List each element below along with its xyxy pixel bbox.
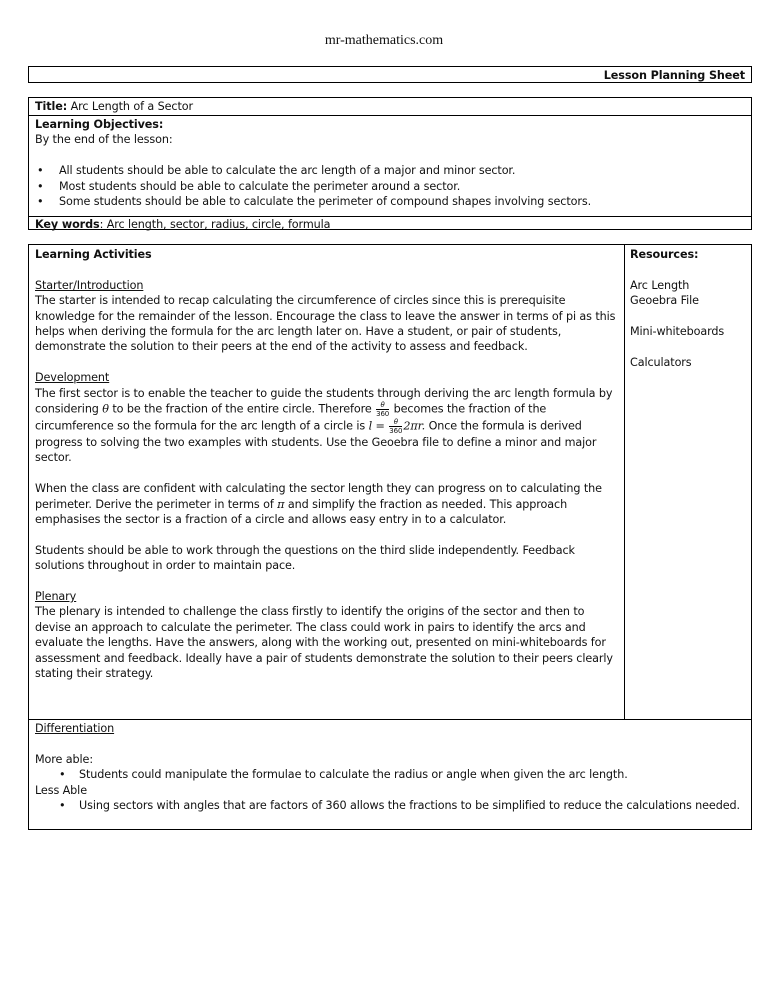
- resource-item: Calculators: [630, 355, 692, 369]
- fraction-theta-360: $\frac{\theta}{360}$: [376, 401, 390, 419]
- lesson-info-table: [28, 97, 752, 230]
- development-paragraph-3: Students should be able to work through the questions on the third slide independently. Feedback solutions throughout in order to maintain pace.: [35, 543, 575, 573]
- resource-item: Arc Length Geoebra File: [630, 278, 699, 308]
- less-able-item: • Using sectors with angles that are factors of 360 allows the fractions to be simplified to reduce the calculations needed.: [35, 798, 745, 813]
- resources-column: [625, 245, 751, 719]
- arc-formula-rhs: 2πr.: [403, 419, 426, 433]
- dev-text: to be the fraction of the entire circle. Therefore: [112, 402, 372, 416]
- resources-label: Resources:: [630, 248, 699, 261]
- dev-text: Once the formula is derived progress to solving the two examples with students. Use the Geoebra file to define a minor and major sector.: [35, 419, 597, 465]
- development-paragraph-2: [35, 481, 618, 527]
- activities-column: [29, 245, 625, 719]
- resource-item: Mini-whiteboards: [630, 325, 725, 338]
- activities-table: [28, 244, 752, 830]
- title-value: Arc Length of a Sector: [70, 100, 193, 113]
- site-name: mr-mathematics.com: [324, 33, 444, 48]
- less-able-label: Less Able: [35, 783, 87, 797]
- differentiation-section: [29, 719, 751, 829]
- objectives-list: [35, 163, 745, 209]
- starter-text: The starter is intended to recap calculating the circumference of circles since this is prerequisite knowledge for the remainder of the lesson. Encourage the class to leave the answer in terms of pi as this helps when deriving the formula for the arc length later on. Have a student, or pair of students, demonstrate the solution to their peers at the end of the activity to assess and feedback.: [35, 294, 616, 354]
- keywords-label: Key words: [35, 218, 100, 231]
- objective-item: • Most students should be able to calculate the perimeter around a sector.: [35, 179, 745, 194]
- dev-text: The first sector is to enable the teacher to guide the students through deriving the arc length formula by considering: [35, 386, 613, 416]
- dev-text: When the class are confident with calculating the sector length they can progress on to calculating the perimeter. Derive the perimeter in terms of: [35, 482, 602, 511]
- starter-heading: Starter/Introduction: [35, 278, 144, 292]
- theta-symbol: θ: [102, 402, 109, 416]
- development-paragraph-1: [35, 386, 618, 466]
- arc-formula-lhs: l =: [368, 419, 385, 433]
- development-heading: Development: [35, 371, 110, 385]
- keywords-value: : Arc length, sector, radius, circle, formula: [99, 218, 331, 231]
- differentiation-heading: Differentiation: [35, 722, 115, 735]
- dev-text: becomes the fraction of the circumference so the formula for the arc length of a circle is: [35, 402, 547, 433]
- keywords-row: [29, 216, 751, 232]
- pi-symbol: π: [277, 497, 285, 511]
- objective-item: • All students should be able to calculate the arc length of a major and minor sector.: [35, 163, 745, 178]
- plenary-text: The plenary is intended to challenge the class firstly to identify the origins of the sector and then to devise an approach to calculate the perimeter. The class could work in pairs to identify the arcs and evaluate the lengths. Have the answers, along with the working out, presented on mini-whiteboards for assessment and feedback. Ideally have a pair of students demonstrate the solution to their peers clearly stating their strategy.: [35, 605, 613, 681]
- less-able-list: [35, 798, 745, 813]
- dev-text: and simplify the fraction as needed. This approach emphasises the sector is a fraction of a circle and allows easy entry in to a calculator.: [35, 497, 568, 527]
- objectives-intro: By the end of the lesson:: [35, 133, 173, 147]
- title-row: [29, 98, 751, 115]
- activities-label: Learning Activities: [35, 248, 152, 261]
- objective-item: • Some students should be able to calculate the perimeter of compound shapes involving sectors.: [35, 194, 745, 209]
- objectives-section: [29, 115, 751, 216]
- lesson-sheet-header: Lesson Planning Sheet: [28, 66, 752, 83]
- more-able-list: [35, 767, 745, 782]
- title-label: Title:: [35, 100, 68, 113]
- fraction-theta-360: $\frac{\theta}{360}$: [389, 418, 403, 436]
- plenary-heading: Plenary: [35, 590, 77, 604]
- objectives-label: Learning Objectives:: [35, 118, 164, 131]
- more-able-item: • Students could manipulate the formulae to calculate the radius or angle when given the arc length.: [35, 767, 745, 782]
- more-able-label: More able:: [35, 752, 94, 766]
